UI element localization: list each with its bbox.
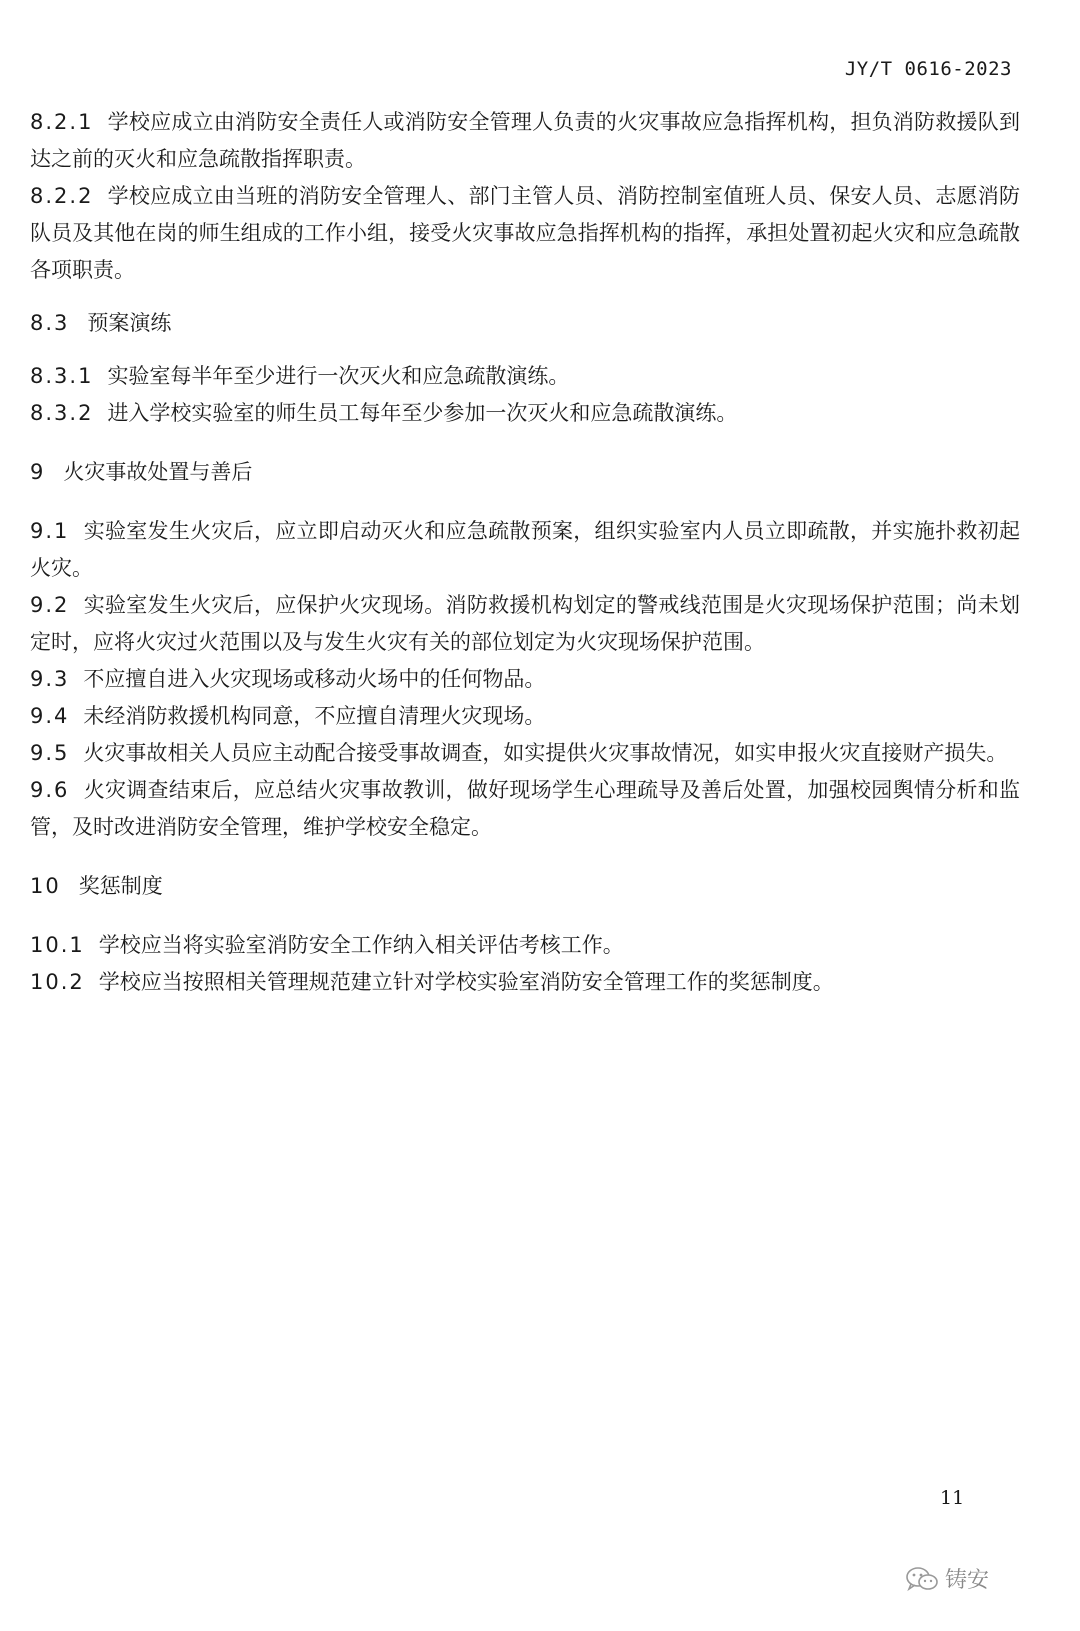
section-heading-10	[30, 868, 1020, 905]
clause-text: 实验室发生火灾后，应立即启动灭火和应急疏散预案，组织实验室内人员立即疏散，并实施扑救初起火灾。	[30, 519, 1020, 580]
page-number: 11	[940, 1487, 965, 1509]
watermark	[905, 1563, 989, 1594]
clause-number: 9.4	[30, 704, 70, 728]
clause-8-2-1	[30, 104, 1020, 178]
clause-9-4	[30, 698, 1020, 735]
section-number: 9	[30, 460, 46, 484]
clause-number: 9.2	[30, 593, 70, 617]
clause-8-3-1	[30, 358, 1020, 395]
section-number: 8.3	[30, 311, 70, 335]
document-body	[30, 104, 1020, 1001]
clause-number: 10.2	[30, 970, 85, 994]
section-number: 10	[30, 874, 61, 898]
clause-text: 学校应成立由消防安全责任人或消防安全管理人负责的火灾事故应急指挥机构，担负消防救援队到达之前的灭火和应急疏散指挥职责。	[30, 110, 1020, 171]
clause-8-3-2	[30, 395, 1020, 432]
clause-text: 学校应成立由当班的消防安全管理人、部门主管人员、消防控制室值班人员、保安人员、志愿消防队员及其他在岗的师生组成的工作小组，接受火灾事故应急指挥机构的指挥，承担处置初起火灾和应急疏散各项职责。	[30, 184, 1020, 282]
clause-text: 学校应当按照相关管理规范建立针对学校实验室消防安全管理工作的奖惩制度。	[98, 970, 834, 994]
clause-number: 8.2.1	[30, 110, 94, 134]
clause-text: 实验室每半年至少进行一次灭火和应急疏散演练。	[107, 364, 570, 388]
section-title: 火灾事故处置与善后	[63, 460, 253, 484]
clause-9-2	[30, 587, 1020, 661]
clause-10-1	[30, 927, 1020, 964]
clause-number: 8.3.1	[30, 364, 94, 388]
section-title: 预案演练	[87, 311, 172, 335]
clause-text: 火灾事故相关人员应主动配合接受事故调查，如实提供火灾事故情况，如实申报火灾直接财产损失。	[83, 741, 1008, 765]
clause-text: 进入学校实验室的师生员工每年至少参加一次灭火和应急疏散演练。	[107, 401, 738, 425]
wechat-icon	[905, 1566, 939, 1592]
clause-number: 9.6	[30, 778, 70, 802]
clause-text: 学校应当将实验室消防安全工作纳入相关评估考核工作。	[98, 933, 624, 957]
clause-text: 火灾调查结束后，应总结火灾事故教训，做好现场学生心理疏导及善后处置，加强校园舆情分析和监管，及时改进消防安全管理，维护学校安全稳定。	[30, 778, 1020, 839]
clause-text: 不应擅自进入火灾现场或移动火场中的任何物品。	[83, 667, 546, 691]
clause-9-5	[30, 735, 1020, 772]
clause-9-1	[30, 513, 1020, 587]
clause-10-2	[30, 964, 1020, 1001]
section-heading-8-3	[30, 305, 1020, 342]
clause-8-2-2	[30, 178, 1020, 289]
section-title: 奖惩制度	[78, 874, 163, 898]
clause-text: 实验室发生火灾后，应保护火灾现场。消防救援机构划定的警戒线范围是火灾现场保护范围；尚未划定时，应将火灾过火范围以及与发生火灾有关的部位划定为火灾现场保护范围。	[30, 593, 1020, 654]
clause-number: 8.3.2	[30, 401, 94, 425]
document-code: JY/T 0616-2023	[844, 58, 1012, 80]
clause-text: 未经消防救援机构同意，不应擅自清理火灾现场。	[83, 704, 546, 728]
clause-number: 9.1	[30, 519, 70, 543]
clause-number: 9.5	[30, 741, 70, 765]
section-heading-9	[30, 454, 1020, 491]
watermark-text: 铸安	[945, 1568, 990, 1593]
clause-9-3	[30, 661, 1020, 698]
clause-number: 9.3	[30, 667, 70, 691]
clause-number: 10.1	[30, 933, 85, 957]
clause-9-6	[30, 772, 1020, 846]
clause-number: 8.2.2	[30, 184, 94, 208]
